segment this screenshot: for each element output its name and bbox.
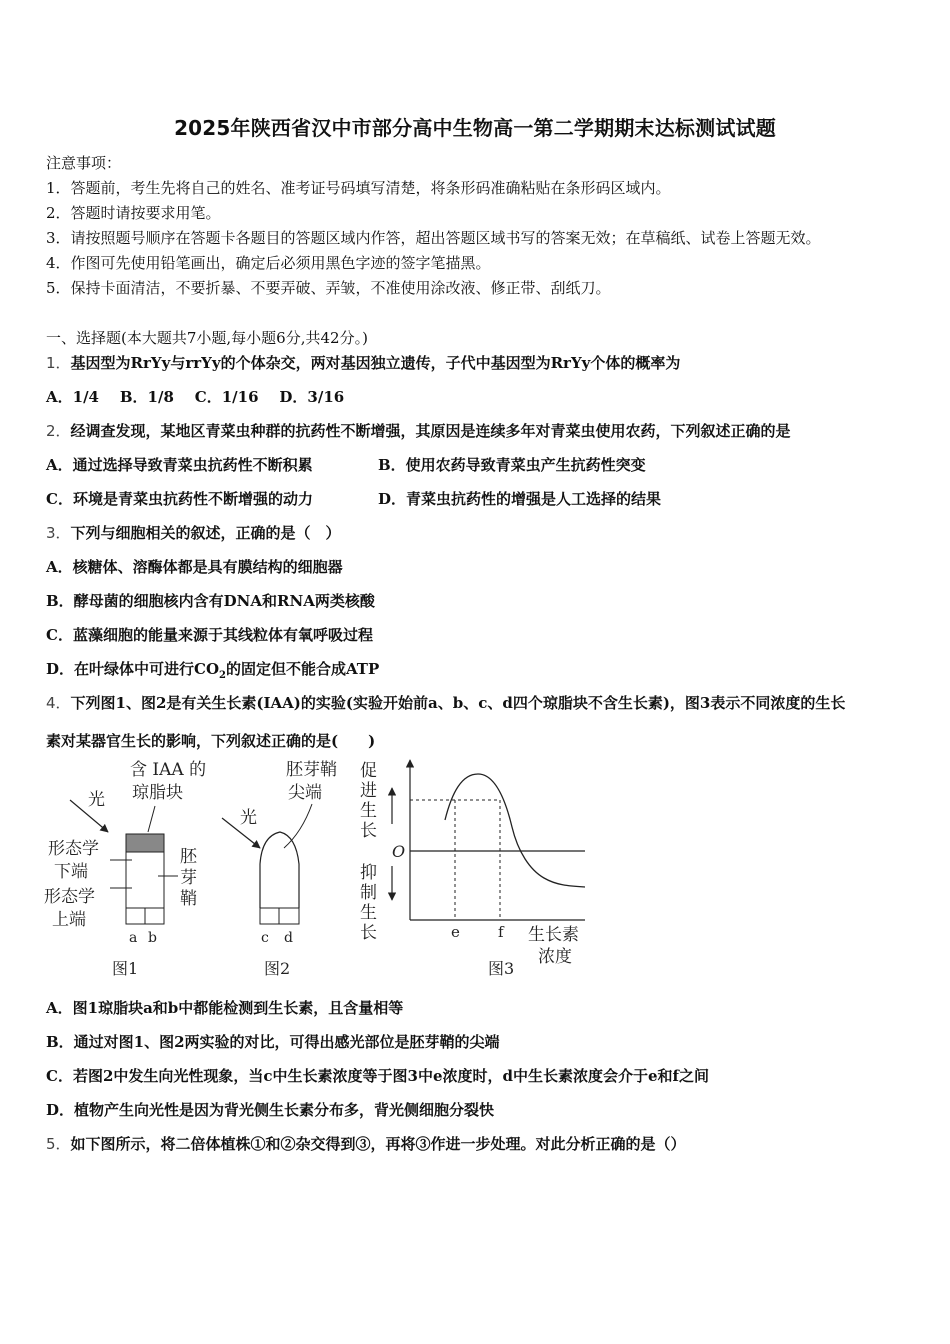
- agar-block-d: [279, 908, 299, 924]
- leader-line: [148, 806, 155, 832]
- question-1: [46, 352, 680, 373]
- question-stem: 下列图1、图2是有关生长素(IAA)的实验(实验开始前a、b、c、d四个琼脂块不含生长素)，图3表示不同浓度的生长: [70, 694, 846, 712]
- question-4-stem-cont: 素对某器官生长的影响，下列叙述正确的是( ): [46, 732, 376, 750]
- agar-block-c: [260, 908, 279, 924]
- question-stem: 下列与细胞相关的叙述，正确的是（ ）: [70, 524, 341, 542]
- notice-item-1: 1．答题前，考生先将自己的姓名、准考证号码填写清楚，将条形码准确粘贴在条形码区域内。: [46, 179, 671, 197]
- question-stem: 经调查发现，某地区青菜虫种群的抗药性不断增强，其原因是连续多年对青菜虫使用农药，下列叙述正确的是: [70, 422, 791, 440]
- coleoptile-shape: [260, 832, 299, 908]
- question-5: [46, 1133, 686, 1154]
- agar-block-a: [126, 908, 145, 924]
- subscript: 2: [219, 670, 226, 681]
- fig3-promote-4: 长: [360, 821, 377, 841]
- section-heading: 一、选择题(本大题共7小题,每小题6分,共42分。): [46, 329, 368, 347]
- fig1-coleoptile-3: 鞘: [180, 889, 197, 909]
- option-c: C．环境是青菜虫抗药性不断增强的动力: [46, 490, 313, 508]
- fig1-morph-upper-1: 形态学: [44, 887, 95, 907]
- option-b: B．通过对图1、图2两实验的对比，可得出感光部位是胚芽鞘的尖端: [46, 1033, 500, 1051]
- option-a: A．核糖体、溶酶体都是具有膜结构的细胞器: [46, 558, 343, 576]
- notice-item-2: 2．答题时请按要求用笔。: [46, 204, 221, 222]
- fig2-label-c: c: [261, 930, 269, 946]
- fig1-morph-upper-2: 上端: [52, 910, 86, 930]
- option-b: B．使用农药导致青菜虫产生抗药性突变: [378, 456, 646, 474]
- agar-block-b: [145, 908, 164, 924]
- notice-item-4: 4．作图可先使用铅笔画出，确定后必须用黑色字迹的签字笔描黑。: [46, 254, 491, 272]
- fig1-coleoptile-2: 芽: [180, 868, 197, 888]
- question-3: [46, 522, 341, 543]
- fig3-promote-3: 生: [360, 801, 377, 821]
- fig3-label-f: f: [498, 923, 504, 941]
- fig2-caption: 图2: [264, 959, 291, 978]
- fig3-xlabel-2: 浓度: [538, 947, 572, 967]
- fig2-light-label: 光: [240, 808, 257, 828]
- option-c: C．蓝藻细胞的能量来源于其线粒体有氧呼吸过程: [46, 626, 373, 644]
- question-number: 3．: [46, 524, 71, 542]
- fig3-xlabel-1: 生长素: [528, 925, 579, 945]
- fig1-iaa-label-2: 琼脂块: [132, 783, 183, 803]
- notice-item-3: 3．请按照题号顺序在答题卡各题目的答题区域内作答，超出答题区域书写的答案无效；在草稿纸、试卷上答题无效。: [46, 229, 821, 247]
- question-number: 4．: [46, 694, 71, 712]
- fig2-tip-label-1: 胚芽鞘: [286, 760, 337, 780]
- option-d: D．植物产生向光性是因为背光侧生长素分布多，背光侧细胞分裂快: [46, 1101, 495, 1119]
- page-title: 2025年陕西省汉中市部分高中生物高一第二学期期末达标测试试题: [174, 116, 776, 140]
- fig1-iaa-label-1: 含 IAA 的: [130, 760, 207, 780]
- fig1-morph-lower-2: 下端: [54, 862, 88, 882]
- option-a: A．通过选择导致青菜虫抗药性不断积累: [46, 456, 313, 474]
- fig3-origin: O: [392, 842, 406, 861]
- question-number: 2．: [46, 422, 71, 440]
- fig1-label-b: b: [148, 930, 157, 946]
- option-d-text: D．在叶绿体中可进行CO: [46, 660, 220, 678]
- option-d-text-end: 的固定但不能合成ATP: [225, 660, 380, 678]
- fig3-label-e: e: [451, 923, 460, 941]
- option-d: [46, 658, 379, 681]
- fig1-label-a: a: [129, 930, 138, 946]
- fig3-promote-2: 进: [360, 781, 377, 801]
- question-stem: 如下图所示，将二倍体植株①和②杂交得到③，再将③作进一步处理。对此分析正确的是（）: [70, 1135, 686, 1153]
- fig3-promote-1: 促: [360, 761, 377, 781]
- question-1-options: A．1/4 B．1/8 C．1/16 D．3/16: [46, 388, 345, 406]
- notice-heading: 注意事项：: [46, 154, 122, 172]
- question-number: 5．: [46, 1135, 71, 1153]
- leader-line: [284, 804, 312, 848]
- fig2-tip-label-2: 尖端: [288, 783, 322, 803]
- option-c: C．若图2中发生向光性现象，当c中生长素浓度等于图3中e浓度时，d中生长素浓度会介于e和f之间: [46, 1067, 709, 1085]
- option-b: B．酵母菌的细胞核内含有DNA和RNA两类核酸: [46, 592, 375, 610]
- figure-2: [222, 760, 337, 978]
- fig1-caption: 图1: [112, 959, 139, 978]
- fig3-inhibit-2: 制: [360, 883, 377, 903]
- fig1-coleoptile-1: 胚: [180, 847, 197, 867]
- fig3-inhibit-3: 生: [360, 903, 377, 923]
- iaa-agar-block: [126, 834, 164, 852]
- notice-item-5: 5．保持卡面清洁，不要折暴、不要弄破、弄皱，不准使用涂改液、修正带、刮纸刀。: [46, 279, 611, 297]
- question-stem: 基因型为RrYy与rrYy的个体杂交，两对基因独立遗传，子代中基因型为RrYy个体的概率为: [70, 354, 681, 372]
- option-a: A．图1琼脂块a和b中都能检测到生长素，且含量相等: [46, 999, 404, 1017]
- question-number: 1．: [46, 354, 71, 372]
- figure-3: [360, 760, 585, 978]
- option-d: D．青菜虫抗药性的增强是人工选择的结果: [378, 490, 662, 508]
- question-2: [46, 420, 791, 441]
- fig3-caption: 图3: [488, 959, 515, 978]
- auxin-figure: [40, 752, 600, 984]
- fig3-inhibit-1: 抑: [360, 863, 377, 883]
- fig2-label-d: d: [284, 930, 293, 946]
- figure-1: [44, 760, 206, 978]
- question-4: [46, 692, 845, 713]
- fig1-light-label: 光: [88, 790, 105, 810]
- fig3-inhibit-4: 长: [360, 923, 377, 943]
- growth-curve: [445, 774, 585, 887]
- fig1-morph-lower-1: 形态学: [48, 839, 99, 859]
